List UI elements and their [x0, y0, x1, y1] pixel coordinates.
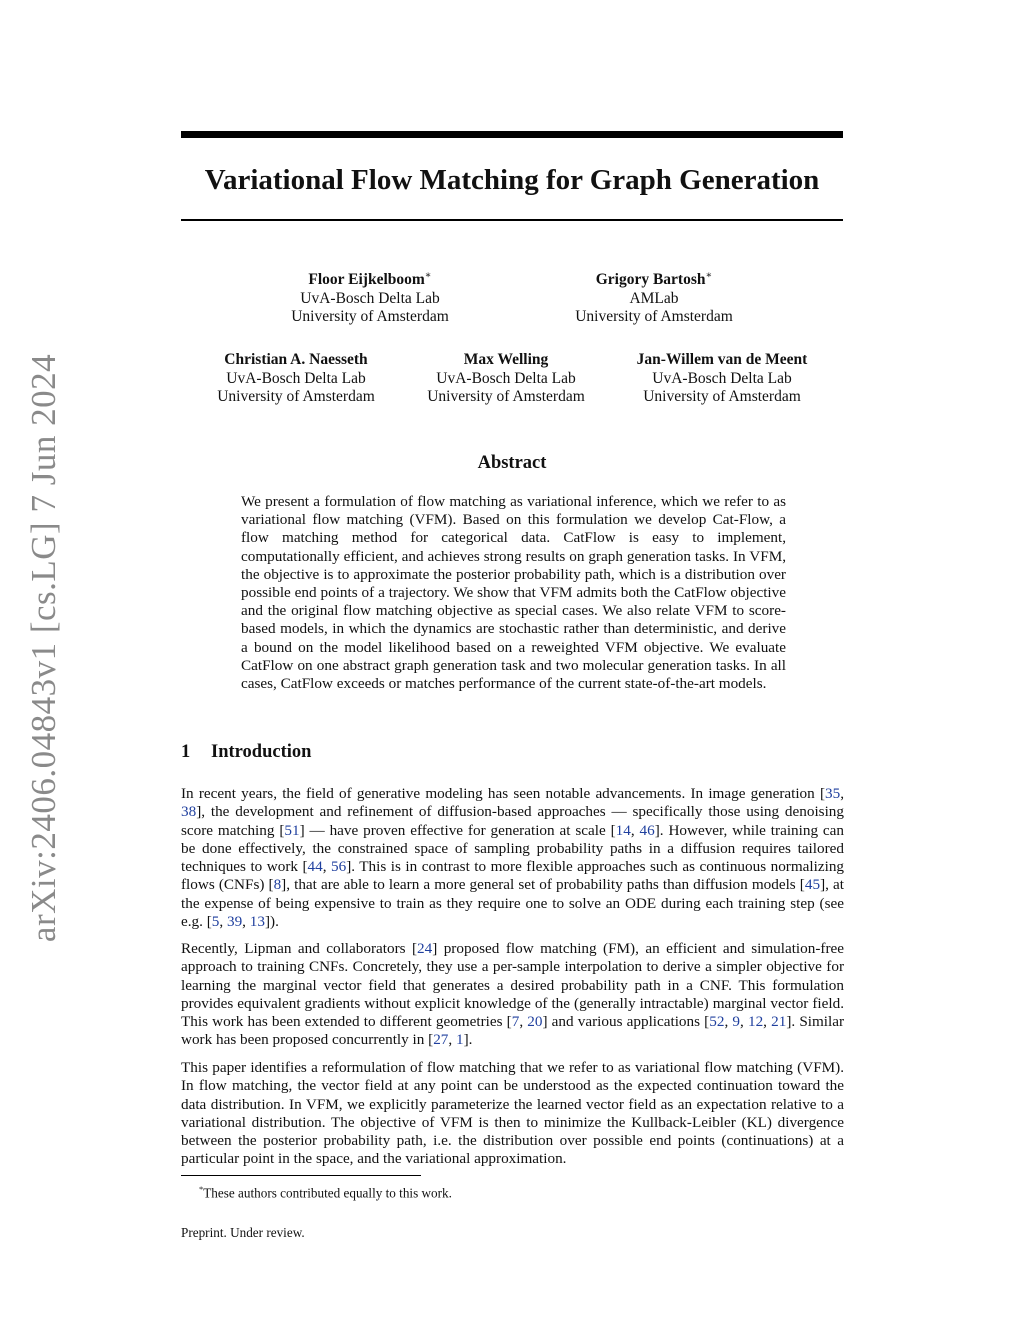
- paper-title: Variational Flow Matching for Graph Generation: [204, 164, 820, 196]
- citation-link[interactable]: 51: [284, 821, 300, 839]
- author-name: Christian A. Naesseth: [224, 351, 368, 368]
- author-block: [250, 267, 490, 327]
- author-name: Grigory Bartosh∗: [595, 270, 713, 289]
- citation-link[interactable]: 44: [307, 858, 323, 876]
- paragraph-text: ], at the expense of being expensive to train as they require one to solve an ODE during each training step (see e.g. [: [181, 876, 844, 931]
- author-block: [534, 267, 774, 327]
- paragraph-text: ], the development and refinement of diffusion-based approaches — specifically those using denoising score matching [: [181, 803, 844, 839]
- section-heading: [181, 742, 311, 763]
- citation-link[interactable]: 52: [709, 1013, 725, 1031]
- paragraph-text: ]. Similar work has been proposed concurrently in [: [181, 1013, 845, 1049]
- paragraph-text: This paper identifies a reformulation of flow matching that we refer to as variational flow matching (VFM). In flow matching, the vector field at any point can be understood as the expected continuation toward the data distribution. In VFM, we explicitly parameterize the learned vector field as an expectation relative to a variational distribution. The objective of VFM is then to minimize the Kullback-Leibler (KL) divergence between the posterior probability path, i.e. the distribution over possible end points (continuations) at a particular point in the space, and the variational approximation.: [181, 1059, 844, 1168]
- paragraph-text: ] and various applications [: [542, 1013, 710, 1031]
- preprint-notice: Preprint. Under review.: [181, 1225, 305, 1240]
- footnote-mark: *: [199, 1184, 204, 1194]
- citation-link[interactable]: 14: [615, 821, 631, 839]
- paragraph-text: ,: [724, 1013, 733, 1031]
- paragraph-text: ,: [448, 1031, 456, 1049]
- paragraph-text: ,: [630, 821, 640, 839]
- citation-link[interactable]: 21: [771, 1013, 787, 1031]
- paragraph-text: ,: [242, 913, 250, 931]
- paragraph-text: ,: [763, 1013, 772, 1031]
- author-affiliation: UvA-Bosch Delta Lab: [226, 369, 366, 387]
- citation-link[interactable]: 5: [211, 913, 220, 931]
- paragraph-text: ]).: [264, 913, 279, 931]
- abstract-text: We present a formulation of flow matching as variational inference, which we refer to as variational flow matching (VFM). Based on this formulation we develop Cat-Flow, a flow matching method for categorical data. CatFlow is easy to implement, computationally efficient, and achieves strong results on graph generation tasks. In VFM, the objective is to approximate the posterior probability path, which is a distribution over possible end points of a trajectory. We show that VFM admits both the CatFlow objective and the original flow matching objective as special cases. We also relate VFM to score-based models, in which the dynamics are stochastic rather than deterministic, and derive a bound on the model likelihood based on a reweighted VFM objective. We evaluate CatFlow on one abstract graph generation task and two molecular generation tasks. In all cases, CatFlow exceeds or matches performance of the current state-of-the-art models.: [241, 493, 786, 693]
- citation-link[interactable]: 20: [527, 1013, 543, 1031]
- citation-link[interactable]: 9: [732, 1013, 740, 1031]
- author-affiliation: UvA-Bosch Delta Lab: [652, 369, 792, 387]
- intro-paragraph: [181, 940, 844, 1050]
- paragraph-text: ,: [219, 913, 227, 931]
- paragraph-text: ]. This is in contrast to more flexible approaches such as continuous normalizing flows (CNFs) [: [181, 858, 845, 894]
- citation-link[interactable]: 7: [511, 1013, 520, 1031]
- citation-link[interactable]: 24: [417, 940, 433, 957]
- citation-link[interactable]: 35: [825, 785, 841, 802]
- paragraph-text: Recently, Lipman and collaborators [: [181, 940, 418, 957]
- paragraph-text: ,: [840, 785, 844, 802]
- intro-paragraph: [181, 1059, 844, 1169]
- citation-link[interactable]: 56: [331, 858, 347, 876]
- author-affiliation: AMLab: [629, 289, 679, 307]
- paragraph-text: ]. However, while training can be done effectively, the constrained space of sampling probability paths in a diffusion requires tailored techniques to work [: [181, 821, 844, 876]
- author-affiliation: University of Amsterdam: [427, 388, 585, 405]
- author-affiliation: University of Amsterdam: [291, 308, 449, 326]
- title-top-rule: [181, 131, 843, 138]
- author-affiliation: University of Amsterdam: [575, 308, 733, 326]
- citation-link[interactable]: 39: [226, 913, 243, 931]
- paragraph-text: In recent years, the field of generative modeling has seen notable advancements. In image generation [: [181, 785, 826, 802]
- footnote-rule: [181, 1175, 421, 1176]
- citation-link[interactable]: 8: [273, 876, 282, 894]
- abstract-heading: Abstract: [477, 453, 547, 473]
- author-block: [386, 351, 626, 407]
- title-bottom-rule: [181, 219, 843, 221]
- paragraph-text: ,: [740, 1013, 748, 1031]
- citation-link[interactable]: 13: [249, 913, 265, 931]
- author-name: Jan-Willem van de Meent: [636, 351, 808, 368]
- author-name: Max Welling: [463, 351, 549, 368]
- author-affiliation: UvA-Bosch Delta Lab: [300, 289, 440, 307]
- author-block: [176, 351, 416, 407]
- citation-link[interactable]: 1: [455, 1031, 464, 1049]
- author-block: [602, 351, 842, 407]
- author-name: Floor Eijkelboom∗: [308, 270, 432, 289]
- paragraph-text: ].: [463, 1031, 473, 1049]
- section-number: 1: [181, 742, 191, 762]
- author-affiliation: UvA-Bosch Delta Lab: [436, 369, 576, 387]
- footnote-text: These authors contributed equally to this work.: [203, 1185, 452, 1201]
- section-title: Introduction: [211, 742, 312, 762]
- citation-link[interactable]: 12: [747, 1013, 764, 1031]
- author-affiliation: University of Amsterdam: [643, 388, 801, 405]
- paragraph-text: ], that are able to learn a more general set of probability paths than diffusion models [: [281, 876, 805, 894]
- footnote: [199, 1181, 452, 1201]
- paragraph-text: ,: [322, 858, 332, 876]
- arxiv-identifier: arXiv:2406.04843v1 [cs.LG] 7 Jun 2024: [24, 353, 63, 943]
- citation-link[interactable]: 38: [181, 803, 197, 821]
- paragraph-text: ,: [519, 1013, 528, 1031]
- citation-link[interactable]: 27: [433, 1031, 449, 1049]
- paragraph-text: ] — have proven effective for generation at scale [: [299, 821, 616, 839]
- paragraph-text: ] proposed flow matching (FM), an efficient and simulation-free approach to training CNFs. Concretely, they use a per-sample interpolation to derive a simpler objective for learning the marginal vector field that generates a desired probability path in a CNF. This formulation provides equivalent gradients without explicit knowledge of the (generally intractable) marginal vector field. This work has been extended to different geometries [: [181, 940, 844, 1031]
- citation-link[interactable]: 45: [804, 876, 821, 894]
- citation-link[interactable]: 46: [639, 821, 655, 839]
- intro-paragraph: [181, 785, 844, 931]
- author-affiliation: University of Amsterdam: [217, 388, 375, 405]
